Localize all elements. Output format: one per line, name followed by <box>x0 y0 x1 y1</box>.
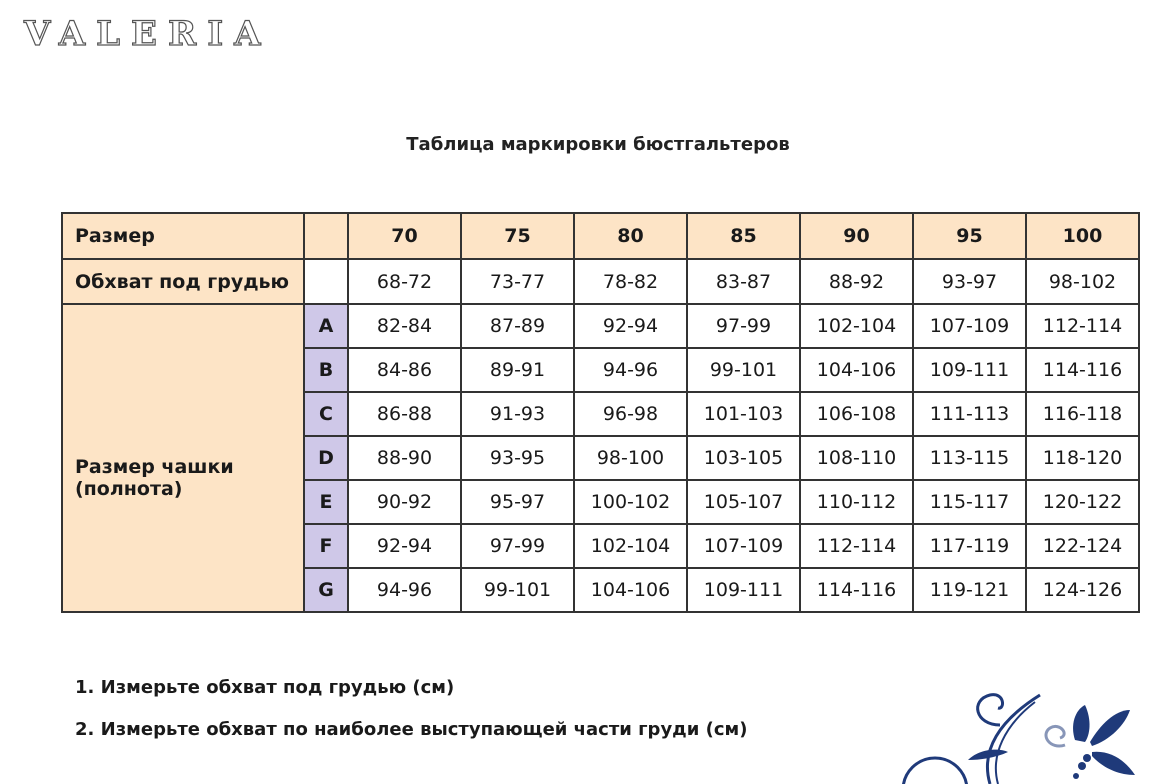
bust-range-cell: 97-99 <box>687 304 800 348</box>
cup-letter-cell: F <box>304 524 348 568</box>
bust-range-cell: 107-109 <box>913 304 1026 348</box>
underbust-row <box>62 259 1139 304</box>
cup-letter-cell: G <box>304 568 348 612</box>
empty-cell <box>304 259 348 304</box>
underbust-cell: 88-92 <box>800 259 913 304</box>
bust-range-cell: 107-109 <box>687 524 800 568</box>
bust-range-cell: 124-126 <box>1026 568 1139 612</box>
bust-range-cell: 92-94 <box>574 304 687 348</box>
size-header-cell: 100 <box>1026 213 1139 259</box>
underbust-cell: 78-82 <box>574 259 687 304</box>
cup-letter-cell: E <box>304 480 348 524</box>
bust-range-cell: 101-103 <box>687 392 800 436</box>
bust-range-cell: 116-118 <box>1026 392 1139 436</box>
bust-range-cell: 90-92 <box>348 480 461 524</box>
bust-range-cell: 103-105 <box>687 436 800 480</box>
underbust-cell: 98-102 <box>1026 259 1139 304</box>
bust-range-cell: 100-102 <box>574 480 687 524</box>
empty-cell <box>304 213 348 259</box>
bust-range-cell: 92-94 <box>348 524 461 568</box>
page-title: Таблица маркировки бюстгальтеров <box>406 134 790 155</box>
underbust-cell: 68-72 <box>348 259 461 304</box>
size-header-cell: 80 <box>574 213 687 259</box>
underbust-cell: 93-97 <box>913 259 1026 304</box>
size-header-cell: 95 <box>913 213 1026 259</box>
bust-range-cell: 109-111 <box>913 348 1026 392</box>
bust-range-cell: 110-112 <box>800 480 913 524</box>
bust-range-cell: 106-108 <box>800 392 913 436</box>
bust-range-cell: 113-115 <box>913 436 1026 480</box>
cup-letter-cell: A <box>304 304 348 348</box>
bust-range-cell: 97-99 <box>461 524 574 568</box>
bust-range-cell: 98-100 <box>574 436 687 480</box>
bust-range-cell: 88-90 <box>348 436 461 480</box>
brand-logo: VALERIA <box>24 14 272 54</box>
bust-range-cell: 112-114 <box>800 524 913 568</box>
bust-range-cell: 115-117 <box>913 480 1026 524</box>
bust-range-cell: 114-116 <box>800 568 913 612</box>
bust-range-cell: 99-101 <box>461 568 574 612</box>
cup-letter-cell: B <box>304 348 348 392</box>
cup-row <box>62 304 1139 348</box>
size-header-cell: 85 <box>687 213 800 259</box>
bust-range-cell: 109-111 <box>687 568 800 612</box>
cup-letter-cell: D <box>304 436 348 480</box>
cup-letter-cell: C <box>304 392 348 436</box>
bust-range-cell: 105-107 <box>687 480 800 524</box>
bust-range-cell: 87-89 <box>461 304 574 348</box>
bust-range-cell: 86-88 <box>348 392 461 436</box>
bust-range-cell: 102-104 <box>574 524 687 568</box>
floral-ornament-icon <box>880 680 1173 784</box>
instruction-step-1: 1. Измерьте обхват под грудью (см) <box>75 677 455 698</box>
bust-range-cell: 117-119 <box>913 524 1026 568</box>
bust-range-cell: 114-116 <box>1026 348 1139 392</box>
bust-range-cell: 104-106 <box>574 568 687 612</box>
size-table <box>61 212 1140 613</box>
row-label-size: Размер <box>62 213 304 259</box>
bust-range-cell: 119-121 <box>913 568 1026 612</box>
bust-range-cell: 104-106 <box>800 348 913 392</box>
row-label-underbust: Обхват под грудью <box>62 259 304 304</box>
row-label-cup-size <box>62 304 304 612</box>
bust-range-cell: 93-95 <box>461 436 574 480</box>
underbust-cell: 83-87 <box>687 259 800 304</box>
bust-range-cell: 91-93 <box>461 392 574 436</box>
bust-range-cell: 94-96 <box>574 348 687 392</box>
bust-range-cell: 94-96 <box>348 568 461 612</box>
bust-range-cell: 96-98 <box>574 392 687 436</box>
bust-range-cell: 89-91 <box>461 348 574 392</box>
underbust-cell: 73-77 <box>461 259 574 304</box>
bust-range-cell: 111-113 <box>913 392 1026 436</box>
instruction-step-2: 2. Измерьте обхват по наиболее выступающей части груди (см) <box>75 719 748 740</box>
bust-range-cell: 108-110 <box>800 436 913 480</box>
cup-label-line2: (полнота) <box>75 478 183 500</box>
size-header-cell: 75 <box>461 213 574 259</box>
size-header-row <box>62 213 1139 259</box>
bust-range-cell: 95-97 <box>461 480 574 524</box>
bust-range-cell: 112-114 <box>1026 304 1139 348</box>
cup-label-line1: Размер чашки <box>75 456 234 478</box>
bust-range-cell: 120-122 <box>1026 480 1139 524</box>
size-header-cell: 90 <box>800 213 913 259</box>
bust-range-cell: 84-86 <box>348 348 461 392</box>
bust-range-cell: 82-84 <box>348 304 461 348</box>
size-header-cell: 70 <box>348 213 461 259</box>
bust-range-cell: 118-120 <box>1026 436 1139 480</box>
bust-range-cell: 102-104 <box>800 304 913 348</box>
bust-range-cell: 122-124 <box>1026 524 1139 568</box>
instructions <box>75 667 747 751</box>
bust-range-cell: 99-101 <box>687 348 800 392</box>
